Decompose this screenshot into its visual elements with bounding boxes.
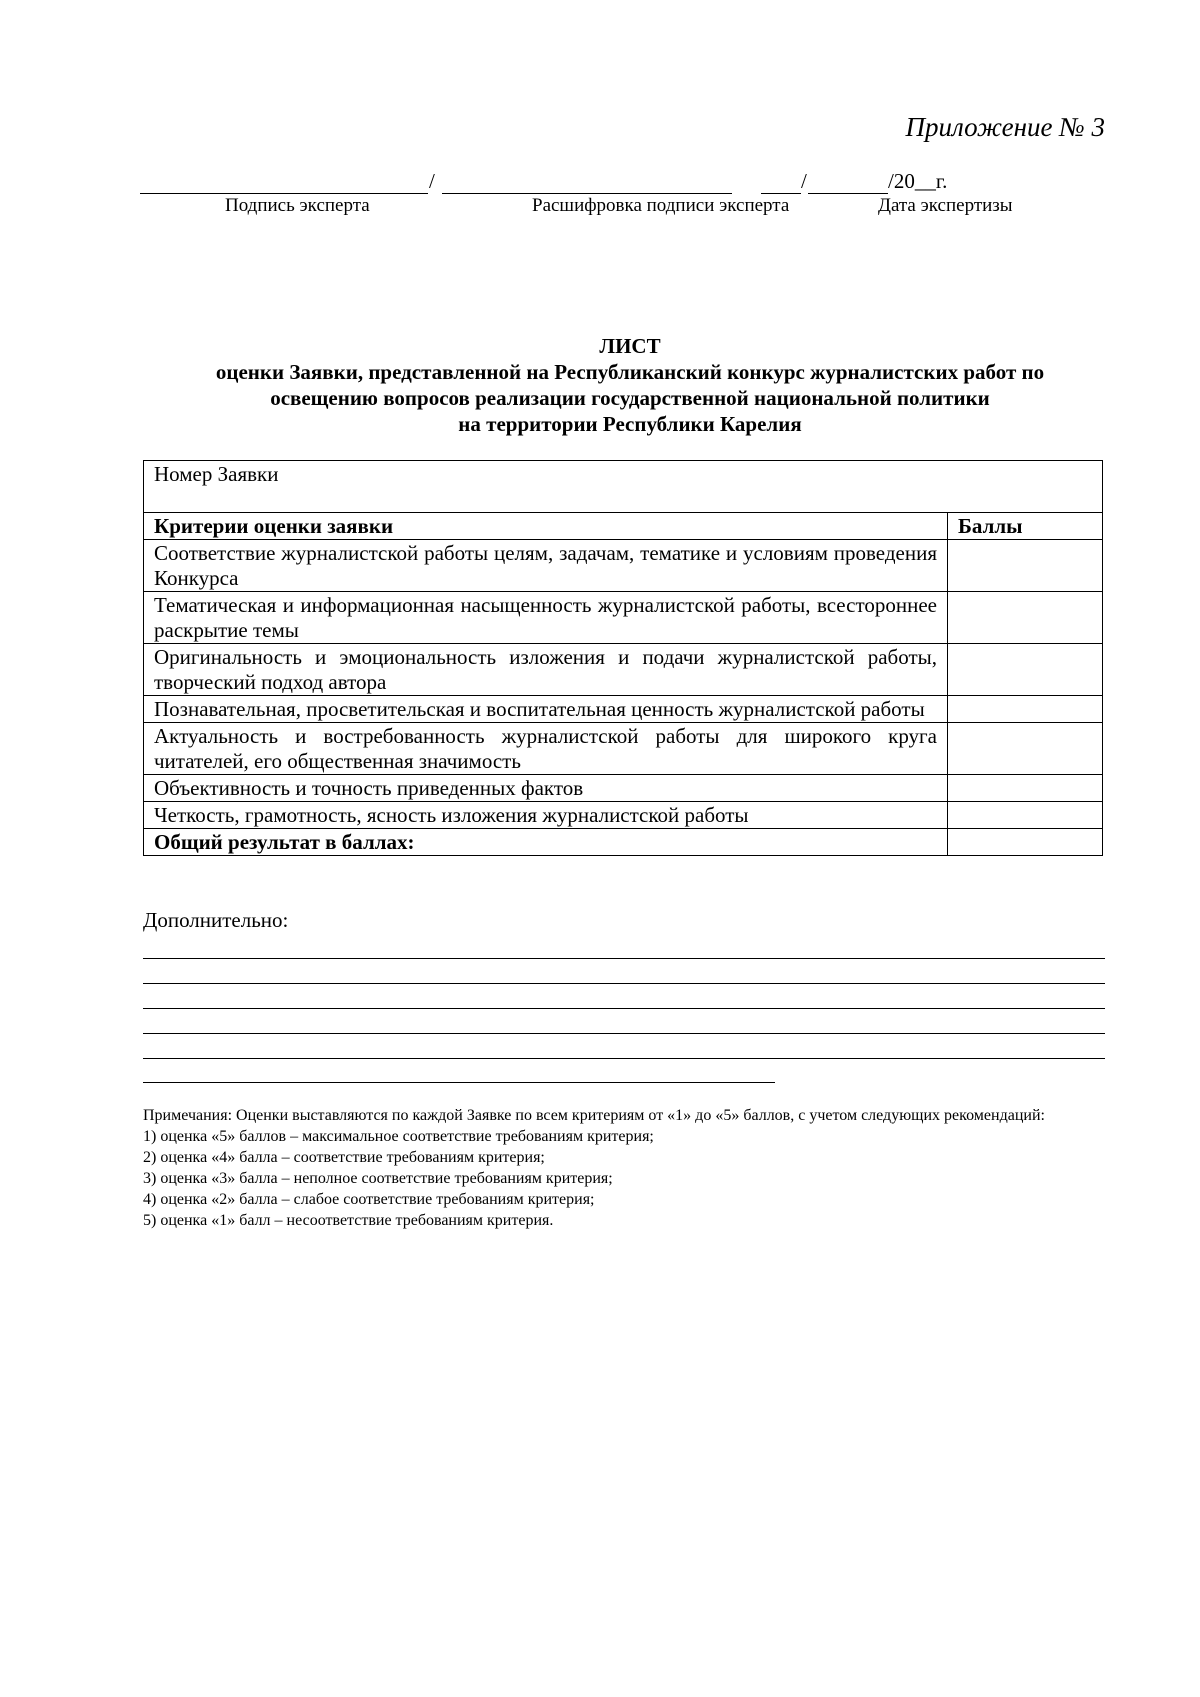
table-row xyxy=(144,802,1103,829)
additional-line[interactable] xyxy=(143,1008,1105,1009)
expert-date-label: Дата экспертизы xyxy=(878,195,1013,216)
total-label: Общий результат в баллах: xyxy=(144,829,948,856)
criterion-label: Оригинальность и эмоциональность изложения и подачи журналистской работы, творческий подход автора xyxy=(144,644,948,696)
criterion-label: Актуальность и востребованность журналистской работы для широкого круга читателей, его общественная значимость xyxy=(144,723,948,775)
criterion-label: Тематическая и информационная насыщенность журналистской работы, всестороннее раскрытие темы xyxy=(144,592,948,644)
notes-separator xyxy=(143,1082,775,1083)
score-cell[interactable] xyxy=(948,723,1103,775)
table-header-row xyxy=(144,513,1103,540)
criterion-label: Соответствие журналистской работы целям, задачам, тематике и условиям проведения Конкурса xyxy=(144,540,948,592)
document-title xyxy=(140,333,1120,437)
criterion-label: Объективность и точность приведенных фактов xyxy=(144,775,948,802)
expert-signature-label: Подпись эксперта xyxy=(225,195,370,216)
criterion-label: Четкость, грамотность, ясность изложения журналистской работы xyxy=(144,802,948,829)
score-cell[interactable] xyxy=(948,592,1103,644)
signature-decoding-line[interactable] xyxy=(442,193,732,194)
total-score-cell[interactable] xyxy=(948,829,1103,856)
title-line-4: на территории Республики Карелия xyxy=(458,412,802,436)
notes-item: 5) оценка «1» балл – несоответствие требованиям критерия. xyxy=(143,1212,554,1229)
score-header: Баллы xyxy=(948,513,1103,540)
additional-line[interactable] xyxy=(143,1058,1105,1059)
expert-signature-line[interactable] xyxy=(140,193,428,194)
application-number-cell[interactable]: Номер Заявки xyxy=(144,461,1103,513)
total-row xyxy=(144,829,1103,856)
notes-item: 1) оценка «5» баллов – максимальное соответствие требованиям критерия; xyxy=(143,1128,654,1145)
score-cell[interactable] xyxy=(948,802,1103,829)
title-line-3: освещению вопросов реализации государственной национальной политики xyxy=(270,386,990,410)
notes-item: 4) оценка «2» балла – слабое соответствие требованиям критерия; xyxy=(143,1191,595,1208)
table-row xyxy=(144,723,1103,775)
additional-label: Дополнительно: xyxy=(143,908,289,932)
notes-intro: Примечания: Оценки выставляются по каждой Заявке по всем критериям от «1» до «5» баллов, с учетом следующих рекомендаций: xyxy=(143,1107,1045,1124)
notes-item: 2) оценка «4» балла – соответствие требованиям критерия; xyxy=(143,1149,545,1166)
notes-section xyxy=(143,1105,1103,1231)
table-row xyxy=(144,644,1103,696)
additional-line[interactable] xyxy=(143,958,1105,959)
criteria-header: Критерии оценки заявки xyxy=(144,513,948,540)
table-row xyxy=(144,592,1103,644)
application-number-row xyxy=(144,461,1103,513)
score-cell[interactable] xyxy=(948,644,1103,696)
score-cell[interactable] xyxy=(948,540,1103,592)
date-separator: / xyxy=(801,169,807,193)
appendix-label: Приложение № 3 xyxy=(905,112,1105,142)
table-row xyxy=(144,696,1103,723)
criterion-label: Познавательная, просветительская и воспитательная ценность журналистской работы xyxy=(144,696,948,723)
table-row xyxy=(144,540,1103,592)
date-year-text: /20__г. xyxy=(888,169,948,193)
notes-item: 3) оценка «3» балла – неполное соответствие требованиям критерия; xyxy=(143,1170,613,1187)
date-month-line[interactable] xyxy=(808,193,888,194)
additional-line[interactable] xyxy=(143,983,1105,984)
signature-decoding-label: Расшифровка подписи эксперта xyxy=(532,195,790,216)
score-cell[interactable] xyxy=(948,775,1103,802)
evaluation-table xyxy=(143,460,1103,856)
signature-separator: / xyxy=(429,169,435,193)
title-line-2: оценки Заявки, представленной на Республиканский конкурс журналистских работ по xyxy=(215,360,1045,384)
table-row xyxy=(144,775,1103,802)
score-cell[interactable] xyxy=(948,696,1103,723)
title-line-1: ЛИСТ xyxy=(599,334,661,358)
additional-line[interactable] xyxy=(143,1033,1105,1034)
date-day-line[interactable] xyxy=(761,193,801,194)
